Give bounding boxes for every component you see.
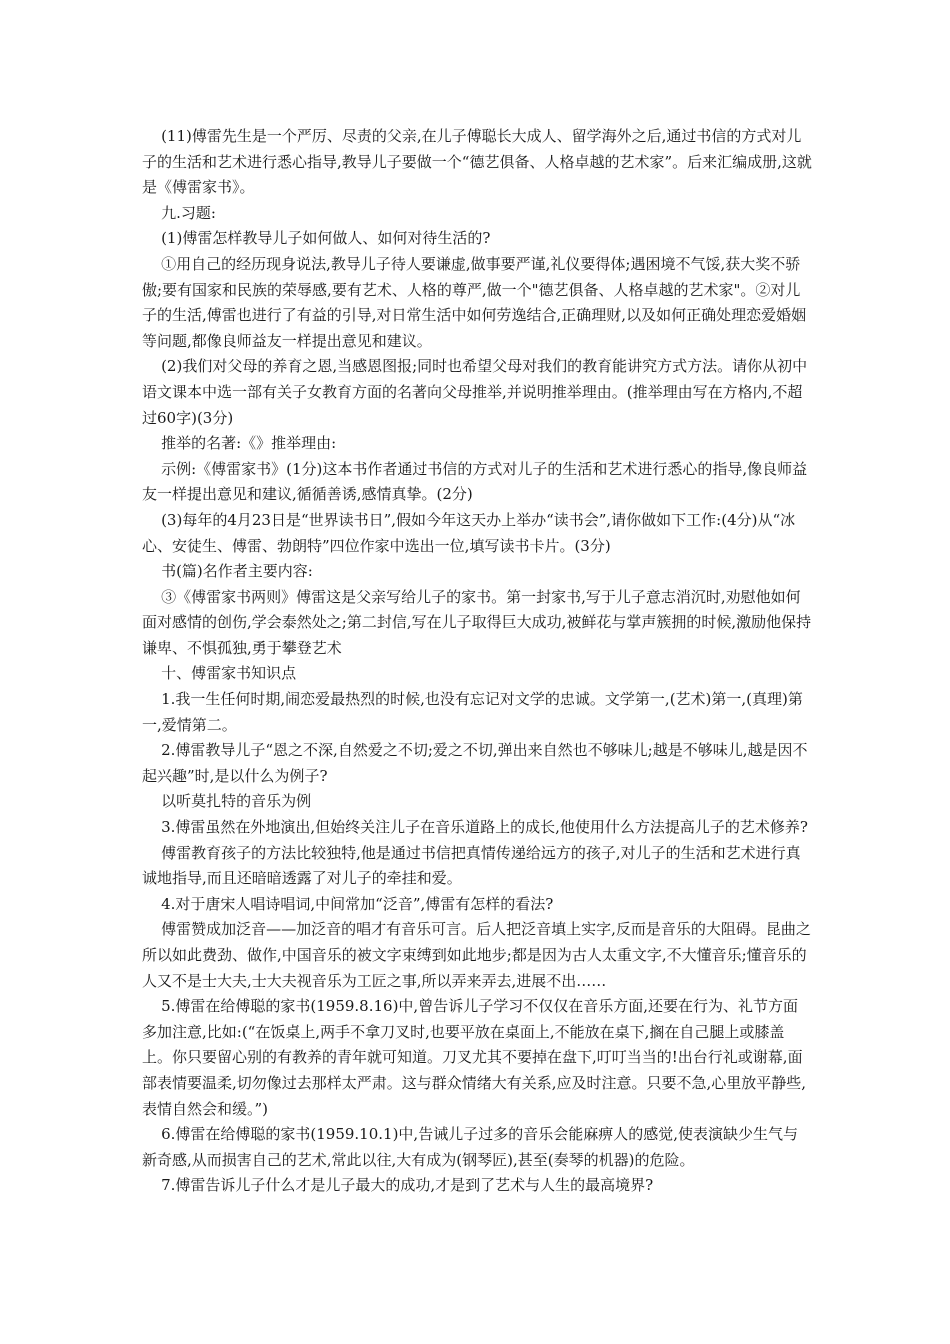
answer-1: ①用自己的经历现身说法,教导儿子待人要谦虚,做事要严谨,礼仪要得体;遇困境不气馁,获大奖不骄傲;要有国家和民族的荣辱感,要有艺术、人格的尊严,做一个"德艺俱备、人格卓越的艺术家"。②对儿子的生活,傅雷也进行了有益的引导,对日常生活中如何劳逸结合,正确理财,以及如何正确处理恋爱婚姻等问题,都像良师益友一样提出意见和建议。 [142, 254, 807, 350]
knowledge-answer-3: 傅雷教育孩子的方法比较独特,他是通过书信把真情传递给远方的孩子,对儿子的生活和艺术进行真诚地指导,而且还暗暗透露了对儿子的牵挂和爱。 [142, 843, 801, 888]
knowledge-item-4: 4.对于唐宋人唱诗唱词,中间常加“泛音”,傅雷有怎样的看法? [161, 894, 554, 913]
knowledge-answer-2: 以听莫扎特的音乐为例 [161, 792, 312, 811]
knowledge-item-2: 2.傅雷教导儿子“恩之不深,自然爱之不切;爱之不切,弹出来自然也不够味儿;越是不够味儿,越是因不起兴趣”时,是以什么为例子? [142, 741, 808, 785]
knowledge-item-5: 5.傅雷在给傅聪的家书(1959.8.16)中,曾告诉儿子学习不仅仅在音乐方面,还要在行为、礼节方面多加注意,比如:(“在饭桌上,两手不拿刀叉时,也要平放在桌面上,不能放在桌下,搁在自己腿上或膝盖上。你只要留心别的有教养的青年就可知道。刀叉尤其不要掉在盘下,叮叮当当的!出台行礼或谢幕,面部表情要温柔,切勿像过去那样太严肃。这与群众情绪大有关系,应及时注意。只要不急,心里放平静些,表情自然会和缓。”) [142, 997, 807, 1118]
card-answer: ③《傅雷家书两则》傅雷这是父亲写给儿子的家书。第一封家书,写于儿子意志消沉时,劝慰他如何面对感情的创伤,学会泰然处之;第二封信,写在儿子取得巨大成功,被鲜花与掌声簇拥的时候,激励他保持谦卑、不惧孤独,勇于攀登艺术 [142, 587, 812, 657]
question-1: (1)傅雷怎样教导儿子如何做人、如何对待生活的? [161, 229, 491, 248]
section-heading-exercises: 九.习题: [161, 203, 216, 222]
knowledge-answer-4: 傅雷赞成加泛音——加泛音的唱才有音乐可言。后人把泛音填上实字,反而是音乐的大阻碍。昆曲之所以如此费劲、做作,中国音乐的被文字束缚到如此地步;都是因为古人太重文字,不大懂音乐;懂音乐的人又不是士大夫,士大夫视音乐为工匠之事,所以弄来弄去,进展不出…… [142, 920, 811, 990]
question-2: (2)我们对父母的养育之恩,当感恩图报;同时也希望父母对我们的教育能讲究方式方法。请你从初中语文课本中选一部有关子女教育方面的名著向父母推举,并说明推举理由。(推举理由写在方格内,不超过60字)(3分) [142, 357, 808, 427]
question-3: (3)每年的4月23日是“世界读书日”,假如今年这天办上举办“读书会”,请你做如下工作:(4分)从“冰心、安徒生、傅雷、勃朗特”四位作家中选出一位,填写读书卡片。(3分) [142, 510, 796, 555]
knowledge-item-6: 6.傅雷在给傅聪的家书(1959.10.1)中,告诫儿子过多的音乐会能麻痹人的感觉,使表演缺少生气与新奇感,从而损害自己的艺术,常此以往,大有成为(钢琴匠),甚至(奏琴的机器)的危险。 [142, 1125, 798, 1169]
paragraph-11-summary: (11)傅雷先生是一个严厉、尽责的父亲,在儿子傅聪长大成人、留学海外之后,通过书信的方式对儿子的生活和艺术进行悉心指导,教导儿子要做一个“德艺俱备、人格卓越的艺术家”。后来汇编成册,这就是《傅雷家书》。 [142, 127, 812, 197]
example-answer: 示例:《傅雷家书》(1分)这本书作者通过书信的方式对儿子的生活和艺术进行悉心的指导,像良师益友一样提出意见和建议,循循善诱,感情真挚。(2分) [142, 459, 808, 504]
knowledge-item-3: 3.傅雷虽然在外地演出,但始终关注儿子在音乐道路上的成长,他使用什么方法提高儿子的艺术修养? [161, 818, 808, 837]
section-heading-knowledge: 十、傅雷家书知识点 [161, 664, 297, 683]
card-fields: 书(篇)名作者主要内容: [161, 562, 313, 581]
knowledge-item-7: 7.傅雷告诉儿子什么才是儿子最大的成功,才是到了艺术与人生的最高境界? [161, 1176, 654, 1195]
knowledge-item-1: 1.我一生任何时期,闹恋爱最热烈的时候,也没有忘记对文学的忠诚。文学第一,(艺术)第一,(真理)第一,爱情第二。 [142, 690, 803, 734]
recommend-line: 推举的名著:《》推举理由: [161, 434, 337, 453]
document-body [142, 124, 812, 1199]
